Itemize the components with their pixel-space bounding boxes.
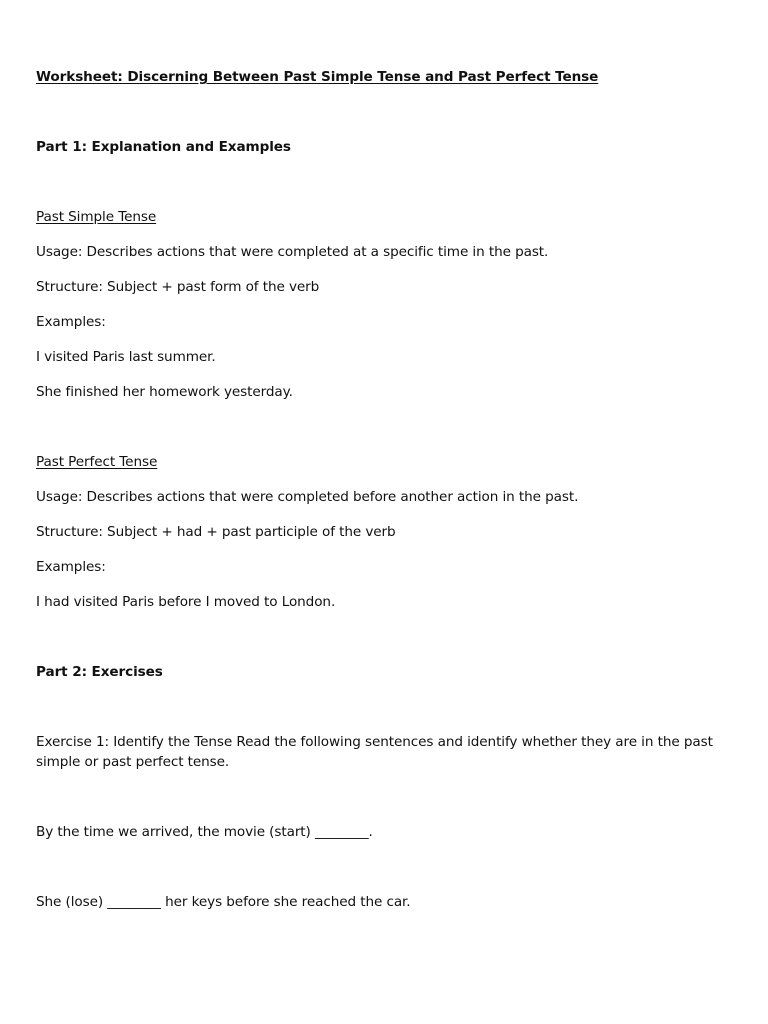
worksheet-title: Worksheet: Discerning Between Past Simple Tense and Past Perfect Tense <box>36 69 599 85</box>
exercise-sentence: She (lose) ________ her keys before she reached the car. <box>36 894 411 910</box>
past-simple-structure: Structure: Subject + past form of the verb <box>36 279 320 295</box>
past-perfect-heading: Past Perfect Tense <box>36 454 158 470</box>
past-simple-example: I visited Paris last summer. <box>36 349 216 365</box>
past-perfect-structure: Structure: Subject + had + past participle of the verb <box>36 524 396 540</box>
past-simple-example: She finished her homework yesterday. <box>36 384 293 400</box>
past-perfect-example: I had visited Paris before I moved to London. <box>36 594 336 610</box>
past-simple-examples-label: Examples: <box>36 314 106 330</box>
part2-heading: Part 2: Exercises <box>36 664 163 680</box>
past-simple-usage: Usage: Describes actions that were completed at a specific time in the past. <box>36 244 549 260</box>
part1-heading: Part 1: Explanation and Examples <box>36 139 291 155</box>
past-simple-heading: Past Simple Tense <box>36 209 157 225</box>
exercise1-instructions: Exercise 1: Identify the Tense Read the following sentences and identify whether they are in the past simple or past perfect tense. <box>36 734 713 770</box>
past-perfect-usage: Usage: Describes actions that were completed before another action in the past. <box>36 489 579 505</box>
past-perfect-examples-label: Examples: <box>36 559 106 575</box>
exercise-sentence: By the time we arrived, the movie (start) ________. <box>36 824 373 840</box>
